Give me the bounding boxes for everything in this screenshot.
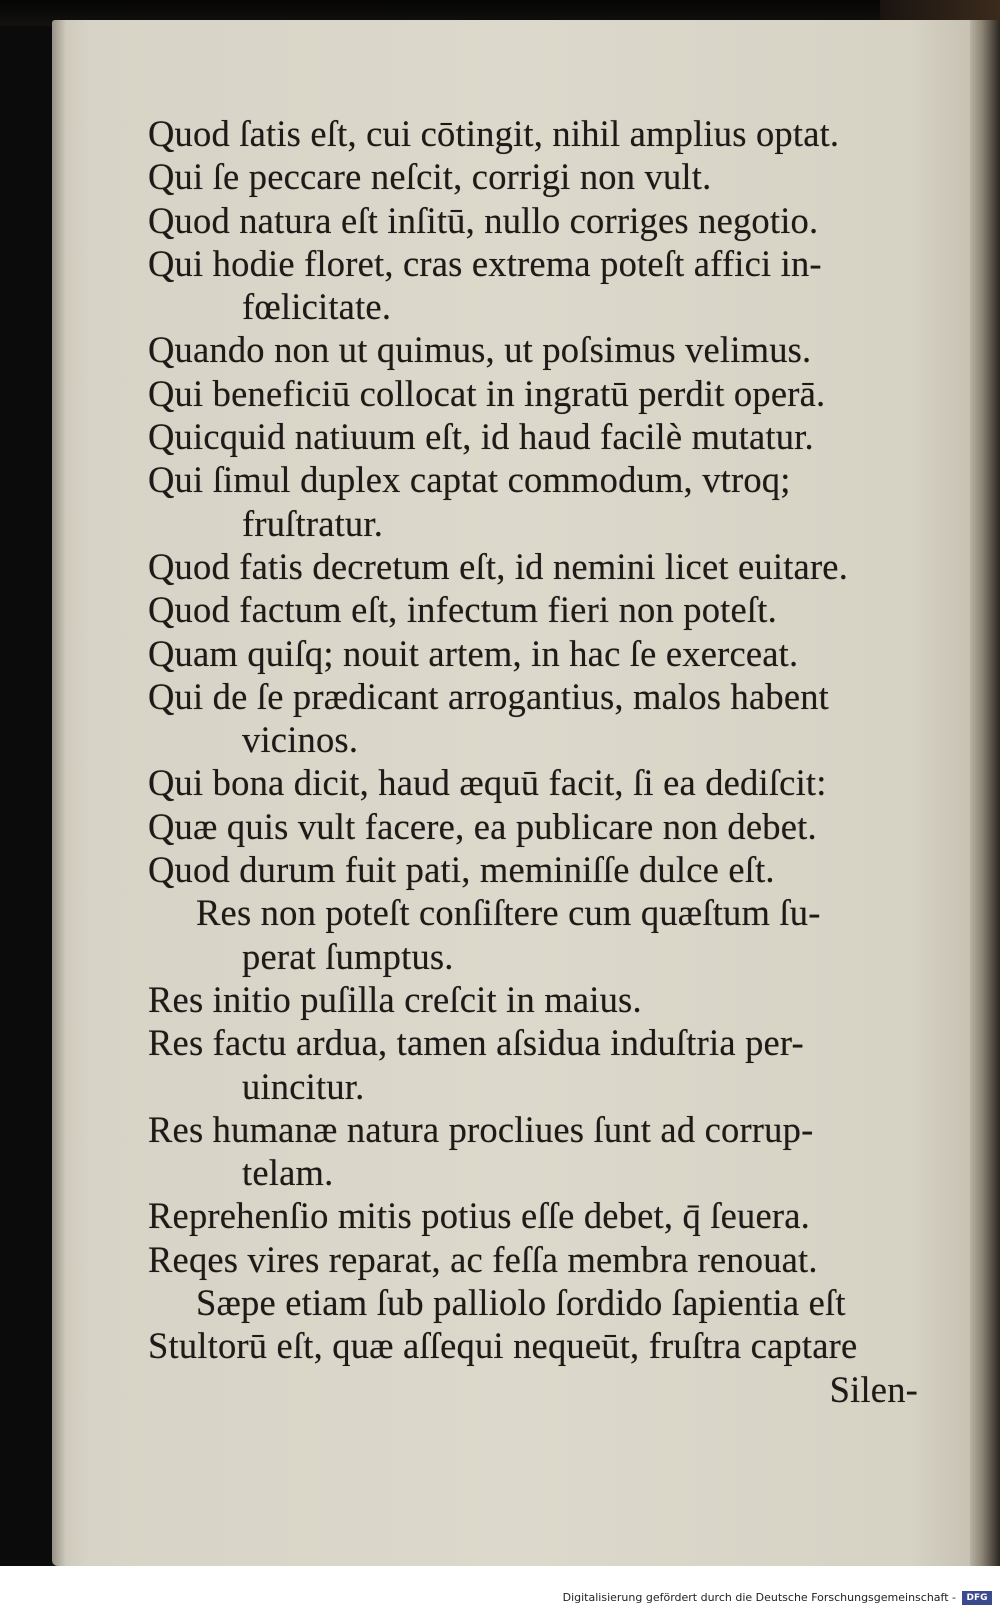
text-line: Quando non ut quimus, ut poſsimus velimus. xyxy=(148,329,812,371)
text-line: Quam quiſq; nouit artem, in hac ſe exerceat. xyxy=(148,632,799,674)
text-line: Res initio puſilla creſcit in maius. xyxy=(148,978,642,1020)
text-line: Qui de ſe prædicant arrogantius, malos habent xyxy=(148,675,830,717)
dfg-logo: DFG xyxy=(962,1591,992,1605)
text-line-continuation: fœlicitate. xyxy=(242,286,392,328)
text-line: Qui ſe peccare neſcit, corrigi non vult. xyxy=(148,156,712,198)
page-edge-right xyxy=(970,20,1000,1566)
text-line: Quæ quis vult facere, ea publicare non debet. xyxy=(148,805,817,847)
page-text xyxy=(148,112,948,1411)
text-line-continuation: fruſtratur. xyxy=(242,502,384,544)
text-line: Sæpe etiam ſub palliolo ſordido ſapientia eſt xyxy=(196,1282,846,1324)
text-line: Res non poteſt conſiſtere cum quæſtum ſu- xyxy=(196,892,821,934)
funding-credit: Digitalisierung gefördert durch die Deutsche Forschungsgemeinschaft - xyxy=(562,1591,956,1604)
text-line: Reprehenſio mitis potius eſſe debet, q̄ ſeuera. xyxy=(148,1195,810,1237)
catchword: Silen- xyxy=(829,1368,918,1410)
text-line-continuation: telam. xyxy=(242,1152,334,1194)
text-line: Stultorū eſt, quæ aſſequi nequeūt, fruſtra captare xyxy=(148,1325,858,1367)
text-line: Quod natura eſt inſitū, nullo corriges negotio. xyxy=(148,199,819,241)
text-line: Quod durum fuit pati, meminiſſe dulce eſt. xyxy=(148,849,775,891)
text-line: Quicquid natiuum eſt, id haud facilè mutatur. xyxy=(148,416,814,458)
text-line: Quod fatis decretum eſt, id nemini licet euitare. xyxy=(148,545,849,587)
footer-bar xyxy=(0,1566,1000,1612)
text-line-continuation: perat ſumptus. xyxy=(242,935,454,977)
page-gutter-shadow xyxy=(52,20,66,1566)
text-line: Res humanæ natura procliues ſunt ad corrup- xyxy=(148,1108,814,1150)
text-line-continuation: uincitur. xyxy=(242,1065,365,1107)
text-line: Reqes vires reparat, ac feſſa membra renouat. xyxy=(148,1238,818,1280)
text-line: Res factu ardua, tamen aſsidua induſtria per- xyxy=(148,1022,804,1064)
text-line: Qui ſimul duplex captat commodum, vtroq; xyxy=(148,459,791,501)
text-line: Qui bona dicit, haud æquū facit, ſi ea dediſcit: xyxy=(148,762,827,804)
text-line: Qui hodie floret, cras extrema poteſt affici in- xyxy=(148,242,822,284)
text-line: Qui beneficiū collocat in ingratū perdit operā. xyxy=(148,372,826,414)
text-line-continuation: vicinos. xyxy=(242,719,359,761)
text-line: Quod ſatis eſt, cui cōtingit, nihil amplius optat. xyxy=(148,113,840,154)
text-line: Quod factum eſt, infectum fieri non poteſt. xyxy=(148,589,777,631)
